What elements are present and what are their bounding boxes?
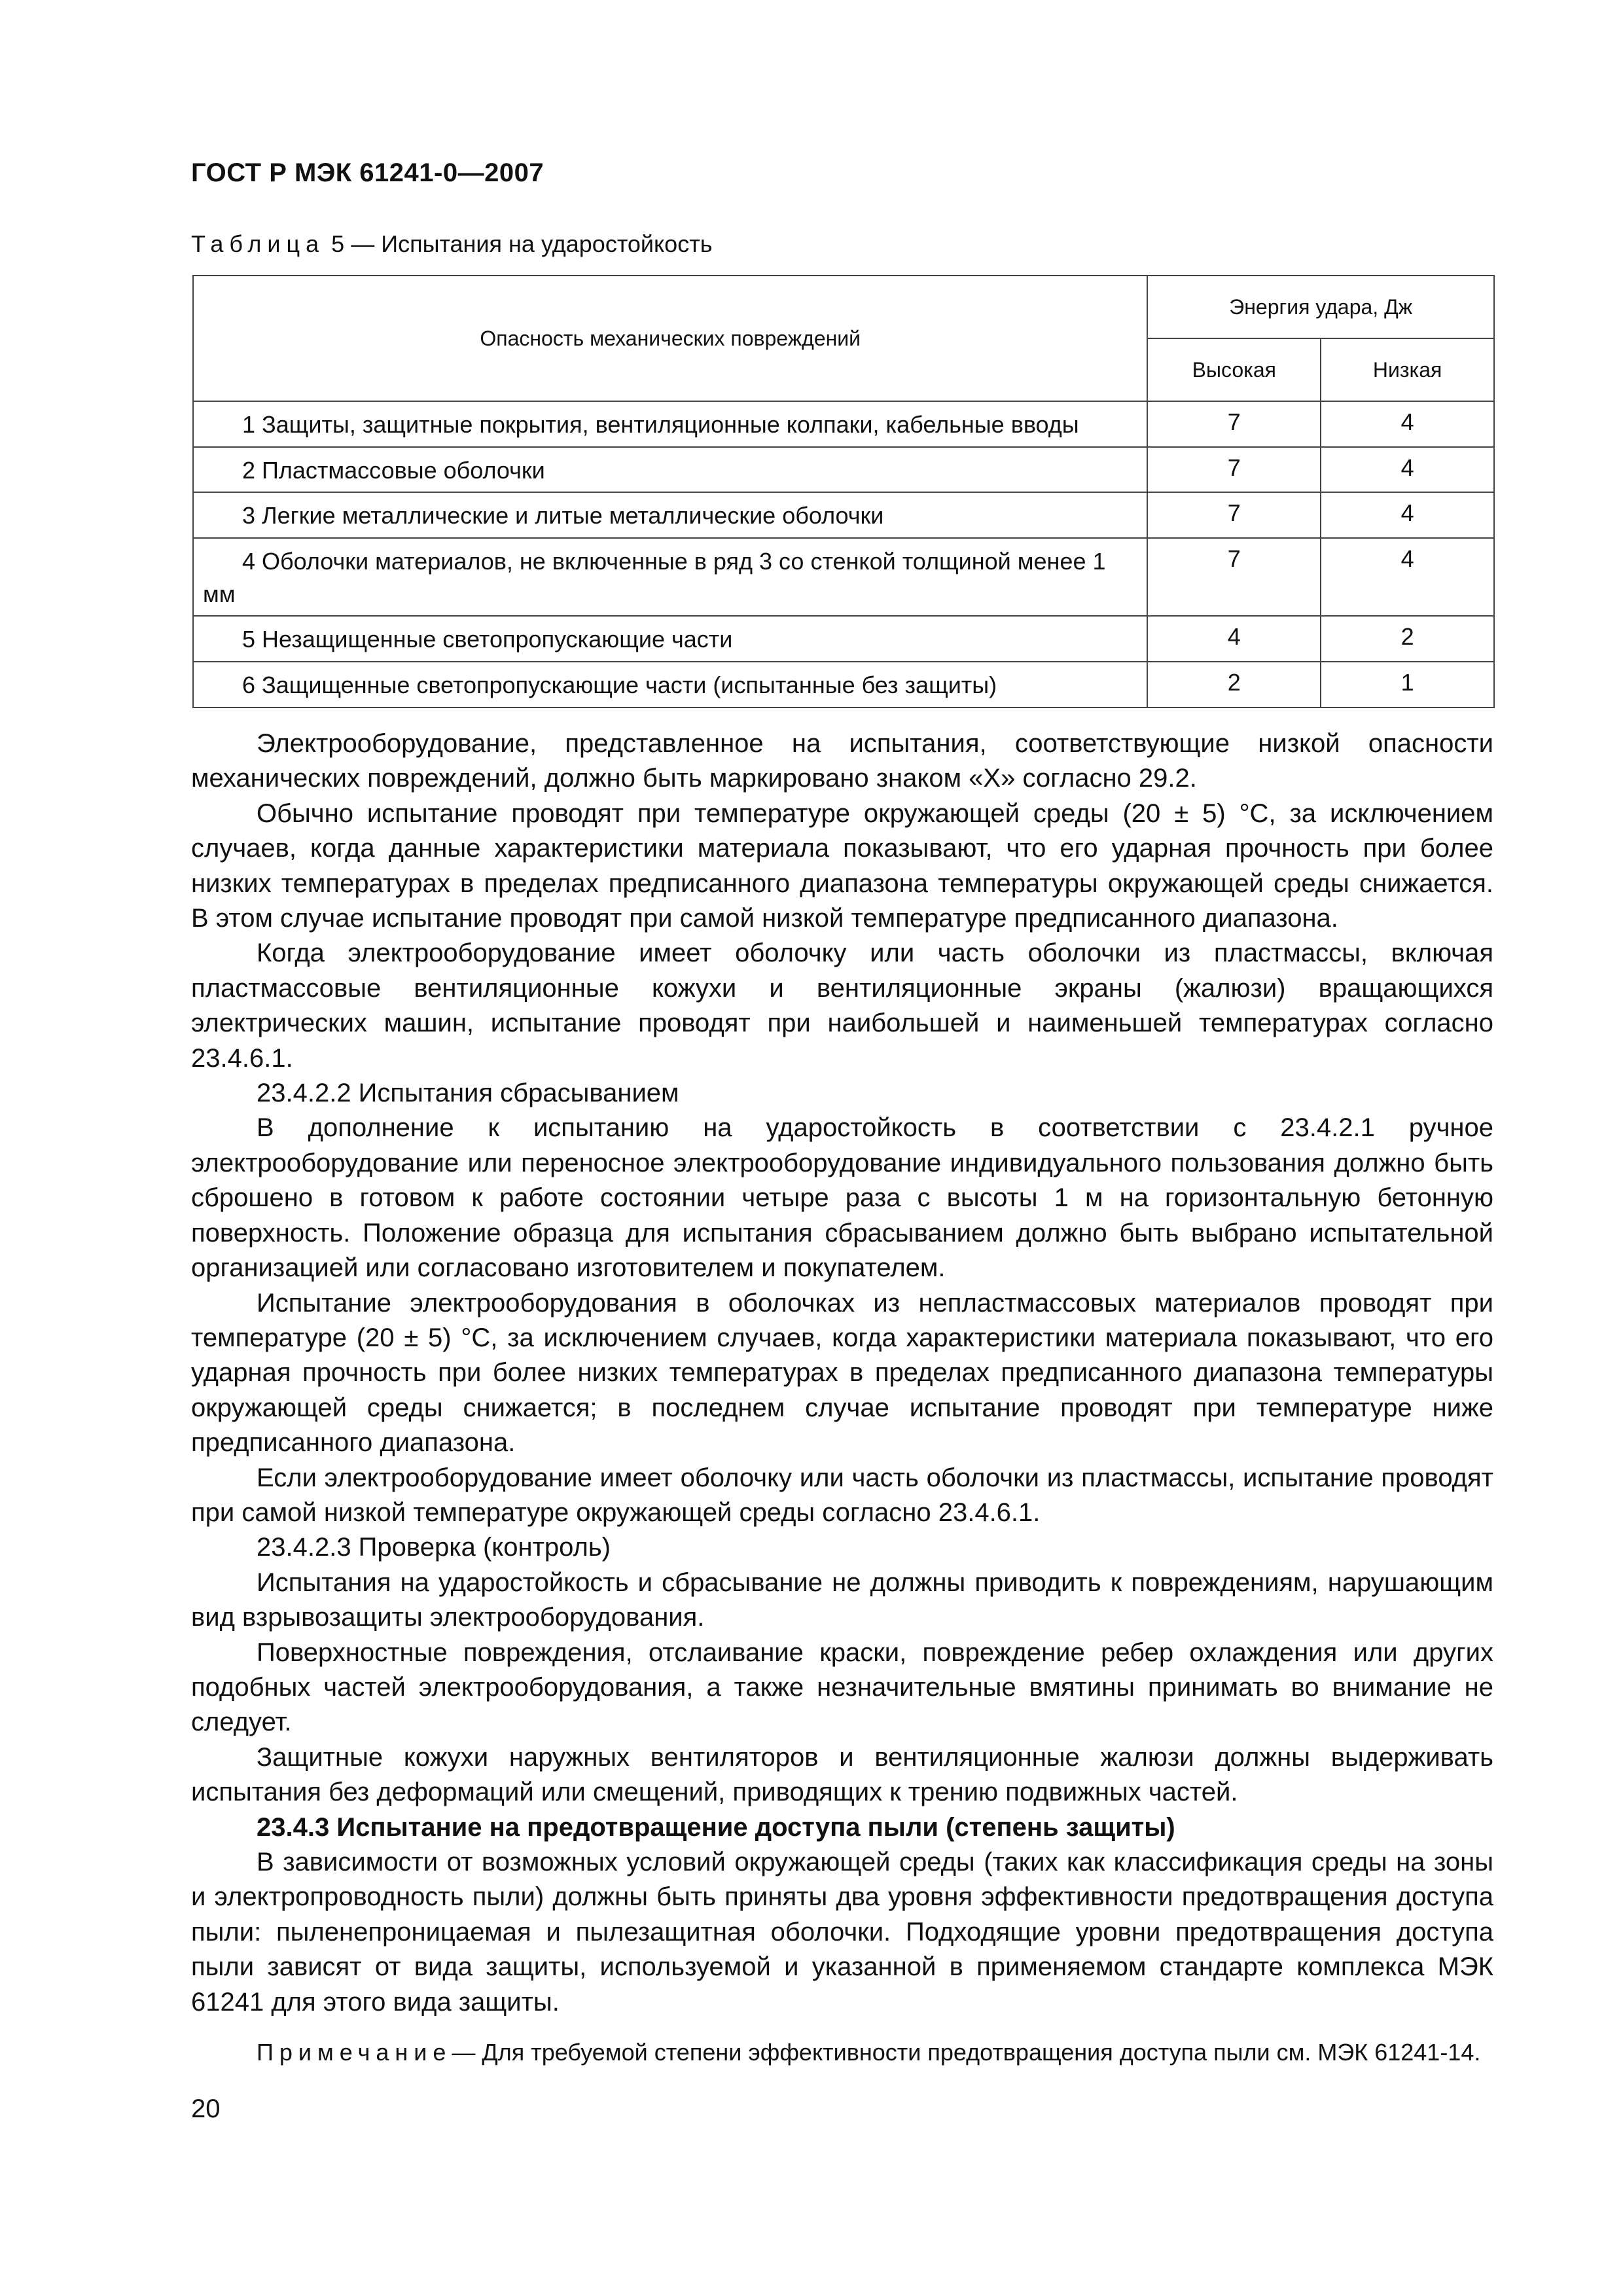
row-number: 4 bbox=[241, 548, 255, 575]
paragraph: Испытания на ударостойкость и сбрасывание не должны приводить к повреждениям, нарушающим вид взрывозащиты электрооборудования. bbox=[191, 1568, 1493, 1632]
row-text: Пластмассовые оболочки bbox=[262, 456, 545, 484]
row-number: 6 bbox=[241, 672, 255, 699]
paragraph: Обычно испытание проводят при температуре окружающей среды (20 ± 5) °С, за исключением случаев, когда данные характеристики материала показывают, что его ударная прочность при более низких температурах в пределах предписанного диапазона температуры окружающей среды снижается. В этом случае испытание проводят при самой низкой температуре предписанного диапазона. bbox=[191, 798, 1493, 933]
section-heading: 23.4.2.2 Испытания сбрасыванием bbox=[257, 1079, 679, 1108]
row-number: 5 bbox=[241, 626, 255, 653]
row-number: 1 bbox=[241, 411, 255, 438]
row-low: 2 bbox=[1321, 616, 1494, 662]
body-text bbox=[191, 726, 1493, 2068]
row-text: Легкие металлические и литые металлические оболочки bbox=[262, 502, 884, 529]
paragraph: Поверхностные повреждения, отслаивание краски, повреждение ребер охлаждения или других подобных частей электрооборудования, а также незначительные вмятины принимать во внимание не следует. bbox=[191, 1638, 1493, 1737]
row-high: 7 bbox=[1147, 401, 1321, 447]
row-low: 4 bbox=[1321, 538, 1494, 616]
header-energy: Энергия удара, Дж bbox=[1147, 276, 1494, 338]
header-high: Высокая bbox=[1147, 338, 1321, 401]
document-header: ГОСТ Р МЭК 61241-0—2007 bbox=[191, 158, 544, 187]
header-hazard: Опасность механических повреждений bbox=[193, 276, 1147, 401]
table-row bbox=[193, 492, 1494, 538]
row-text: Незащищенные светопропускающие части bbox=[262, 626, 733, 653]
section-heading: 23.4.2.3 Проверка (контроль) bbox=[257, 1533, 611, 1562]
row-low: 1 bbox=[1321, 662, 1494, 708]
table-row bbox=[193, 538, 1494, 616]
note-text: — Для требуемой степени эффективности предотвращения доступа пыли см. МЭК 61241-14. bbox=[452, 2039, 1481, 2066]
paragraph: Испытание электрооборудования в оболочках из непластмассовых материалов проводят при температуре (20 ± 5) °С, за исключением случаев, когда характеристики материала показывают, что его ударная прочность при более низких температурах в пределах предписанного диапазона температуры окружающей среды снижается; в последнем случае испытание проводят при температуре ниже предписанного диапазона. bbox=[191, 1288, 1493, 1458]
row-high: 7 bbox=[1147, 447, 1321, 493]
row-low: 4 bbox=[1321, 447, 1494, 493]
row-high: 7 bbox=[1147, 492, 1321, 538]
header-low: Низкая bbox=[1321, 338, 1494, 401]
row-text: Оболочки материалов, не включенные в ряд 3 со стенкой толщиной менее 1 мм bbox=[203, 548, 1106, 607]
note bbox=[191, 2037, 1493, 2068]
row-high: 4 bbox=[1147, 616, 1321, 662]
page-number: 20 bbox=[191, 2094, 221, 2123]
table-caption-title: 5 — Испытания на ударостойкость bbox=[331, 230, 713, 257]
row-low: 4 bbox=[1321, 492, 1494, 538]
row-high: 2 bbox=[1147, 662, 1321, 708]
table-row bbox=[193, 662, 1494, 708]
note-label: Примечание bbox=[257, 2039, 452, 2066]
paragraph: В зависимости от возможных условий окружающей среды (таких как классификация среды на зоны и электропроводность пыли) должны быть приняты два уровня эффективности предотвращения доступа пыли: пыленепроницаемая и пылезащитная оболочки. Подходящие уровни предотвращения доступа пыли зависят от вида защиты, используемой и указанной в применяемом стандарте комплекса МЭК 61241 для этого вида защиты. bbox=[191, 1848, 1493, 2017]
row-number: 2 bbox=[241, 456, 255, 484]
row-text: Защищенные светопропускающие части (испытанные без защиты) bbox=[262, 672, 997, 699]
impact-test-table bbox=[192, 275, 1495, 708]
paragraph: В дополнение к испытанию на ударостойкость в соответствии с 23.4.2.1 ручное электрооборудование или переносное электрооборудование индивидуального пользования должно быть сброшено в готовом к работе состоянии четыре раза с высоты 1 м на горизонтальную бетонную поверхность. Положение образца для испытания сбрасыванием должно быть выбрано испытательной организацией или согласовано изготовителем и покупателем. bbox=[191, 1113, 1493, 1283]
row-number: 3 bbox=[241, 502, 255, 529]
table-row bbox=[193, 401, 1494, 447]
row-low: 4 bbox=[1321, 401, 1494, 447]
row-high: 7 bbox=[1147, 538, 1321, 616]
paragraph: Защитные кожухи наружных вентиляторов и вентиляционные жалюзи должны выдерживать испытания без деформаций или смещений, приводящих к трению подвижных частей. bbox=[191, 1742, 1493, 1807]
table-row bbox=[193, 616, 1494, 662]
paragraph: Если электрооборудование имеет оболочку или часть оболочки из пластмассы, испытание проводят при самой низкой температуре окружающей среды согласно 23.4.6.1. bbox=[191, 1463, 1493, 1527]
table-caption-label: Таблица bbox=[191, 230, 325, 257]
table-caption bbox=[191, 230, 712, 258]
paragraph: Когда электрооборудование имеет оболочку или часть оболочки из пластмассы, включая пластмассовые вентиляционные кожухи и вентиляционные экраны (жалюзи) вращающихся электрических машин, испытание проводят при наибольшей и наименьшей температурах согласно 23.4.6.1. bbox=[191, 939, 1493, 1073]
row-text: Защиты, защитные покрытия, вентиляционные колпаки, кабельные вводы bbox=[262, 411, 1079, 438]
paragraph: Электрооборудование, представленное на испытания, соответствующие низкой опасности механических повреждений, должно быть маркировано знаком «Х» согласно 29.2. bbox=[191, 729, 1493, 793]
section-heading-bold: 23.4.3 Испытание на предотвращение доступа пыли (степень защиты) bbox=[257, 1812, 1175, 1842]
table-row bbox=[193, 447, 1494, 493]
